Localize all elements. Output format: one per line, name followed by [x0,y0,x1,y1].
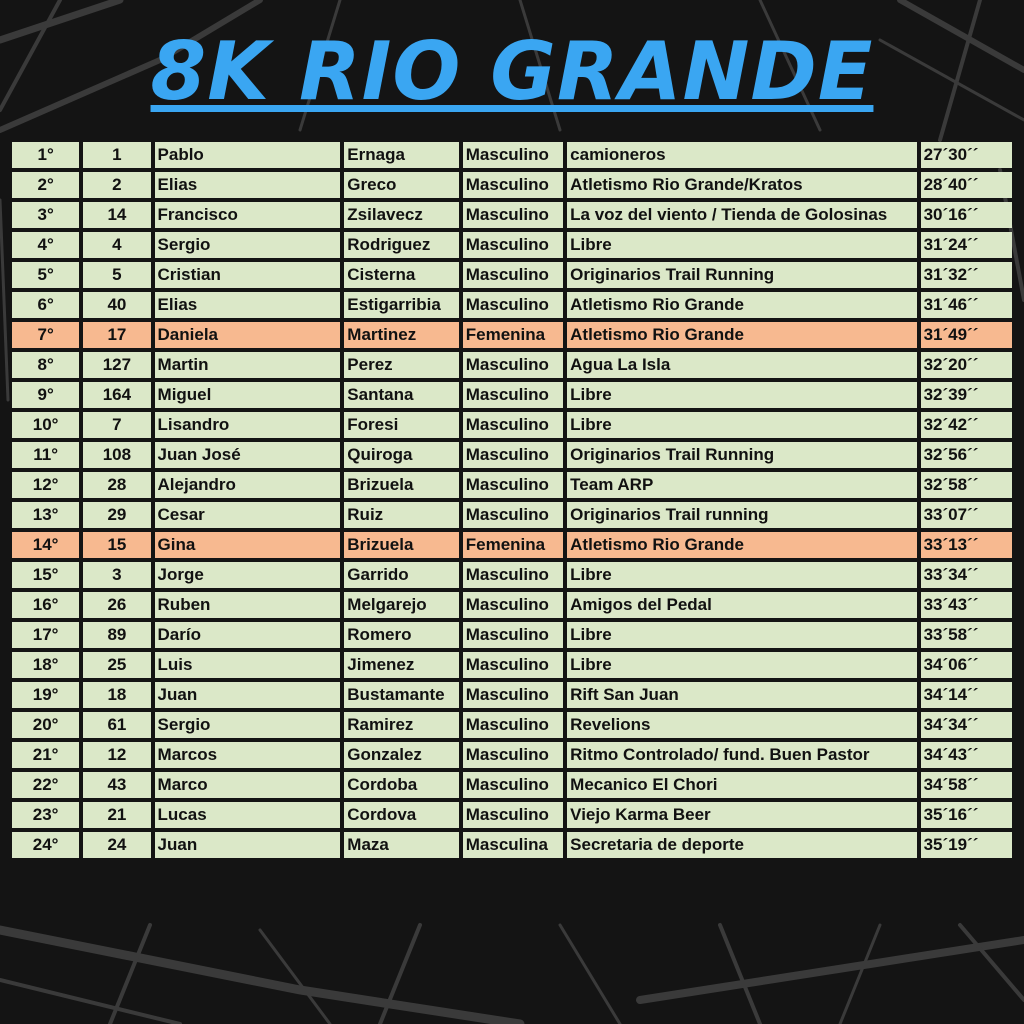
position-cell: 22° [12,772,79,798]
first-name-cell: Juan [155,832,341,858]
position-cell: 10° [12,412,79,438]
bib-number-cell: 4 [83,232,150,258]
position-cell: 7° [12,322,79,348]
team-cell: La voz del viento / Tienda de Golosinas [567,202,916,228]
first-name-cell: Miguel [155,382,341,408]
team-cell: Mecanico El Chori [567,772,916,798]
time-cell: 32´20´´ [921,352,1012,378]
first-name-cell: Cristian [155,262,341,288]
bib-number-cell: 12 [83,742,150,768]
results-table [8,138,1016,862]
time-cell: 33´58´´ [921,622,1012,648]
team-cell: Team ARP [567,472,916,498]
table-row [12,262,1012,288]
time-cell: 33´43´´ [921,592,1012,618]
team-cell: camioneros [567,142,916,168]
position-cell: 12° [12,472,79,498]
time-cell: 27´30´´ [921,142,1012,168]
team-cell: Atletismo Rio Grande [567,322,916,348]
position-cell: 9° [12,382,79,408]
time-cell: 34´06´´ [921,652,1012,678]
table-row [12,322,1012,348]
gender-cell: Masculino [463,352,563,378]
first-name-cell: Cesar [155,502,341,528]
table-row [12,472,1012,498]
table-row [12,622,1012,648]
position-cell: 15° [12,562,79,588]
first-name-cell: Jorge [155,562,341,588]
team-cell: Libre [567,412,916,438]
position-cell: 8° [12,352,79,378]
time-cell: 34´34´´ [921,712,1012,738]
bib-number-cell: 14 [83,202,150,228]
last-name-cell: Maza [344,832,458,858]
last-name-cell: Romero [344,622,458,648]
last-name-cell: Cordoba [344,772,458,798]
gender-cell: Masculino [463,802,563,828]
table-row [12,382,1012,408]
gender-cell: Masculino [463,232,563,258]
team-cell: Secretaria de deporte [567,832,916,858]
bib-number-cell: 21 [83,802,150,828]
last-name-cell: Ernaga [344,142,458,168]
bib-number-cell: 17 [83,322,150,348]
bib-number-cell: 18 [83,682,150,708]
page-title: 8K RIO GRANDE [150,25,874,118]
team-cell: Libre [567,382,916,408]
table-row [12,502,1012,528]
gender-cell: Masculino [463,622,563,648]
last-name-cell: Brizuela [344,532,458,558]
time-cell: 32´42´´ [921,412,1012,438]
position-cell: 23° [12,802,79,828]
position-cell: 18° [12,652,79,678]
table-row [12,202,1012,228]
table-row [12,142,1012,168]
bib-number-cell: 29 [83,502,150,528]
position-cell: 24° [12,832,79,858]
table-row [12,592,1012,618]
time-cell: 34´14´´ [921,682,1012,708]
position-cell: 2° [12,172,79,198]
first-name-cell: Sergio [155,712,341,738]
time-cell: 32´39´´ [921,382,1012,408]
bib-number-cell: 7 [83,412,150,438]
team-cell: Ritmo Controlado/ fund. Buen Pastor [567,742,916,768]
position-cell: 21° [12,742,79,768]
time-cell: 34´43´´ [921,742,1012,768]
table-row [12,442,1012,468]
time-cell: 35´19´´ [921,832,1012,858]
team-cell: Libre [567,652,916,678]
table-row [12,562,1012,588]
results-body [12,142,1012,858]
team-cell: Libre [567,562,916,588]
time-cell: 31´49´´ [921,322,1012,348]
table-row [12,682,1012,708]
bib-number-cell: 40 [83,292,150,318]
gender-cell: Masculino [463,292,563,318]
first-name-cell: Juan [155,682,341,708]
team-cell: Amigos del Pedal [567,592,916,618]
last-name-cell: Perez [344,352,458,378]
first-name-cell: Lucas [155,802,341,828]
first-name-cell: Elias [155,172,341,198]
bib-number-cell: 5 [83,262,150,288]
gender-cell: Masculino [463,202,563,228]
position-cell: 20° [12,712,79,738]
last-name-cell: Foresi [344,412,458,438]
gender-cell: Masculino [463,442,563,468]
gender-cell: Masculino [463,472,563,498]
bib-number-cell: 61 [83,712,150,738]
table-row [12,652,1012,678]
team-cell: Libre [567,622,916,648]
bib-number-cell: 164 [83,382,150,408]
first-name-cell: Francisco [155,202,341,228]
bib-number-cell: 24 [83,832,150,858]
last-name-cell: Cordova [344,802,458,828]
team-cell: Agua La Isla [567,352,916,378]
last-name-cell: Santana [344,382,458,408]
position-cell: 4° [12,232,79,258]
first-name-cell: Alejandro [155,472,341,498]
last-name-cell: Estigarribia [344,292,458,318]
first-name-cell: Luis [155,652,341,678]
gender-cell: Masculino [463,682,563,708]
position-cell: 16° [12,592,79,618]
table-row [12,412,1012,438]
position-cell: 13° [12,502,79,528]
bib-number-cell: 1 [83,142,150,168]
table-row [12,832,1012,858]
time-cell: 34´58´´ [921,772,1012,798]
last-name-cell: Brizuela [344,472,458,498]
position-cell: 1° [12,142,79,168]
table-row [12,232,1012,258]
bib-number-cell: 25 [83,652,150,678]
time-cell: 31´32´´ [921,262,1012,288]
first-name-cell: Lisandro [155,412,341,438]
team-cell: Revelions [567,712,916,738]
position-cell: 11° [12,442,79,468]
time-cell: 33´34´´ [921,562,1012,588]
gender-cell: Masculino [463,262,563,288]
gender-cell: Masculino [463,652,563,678]
first-name-cell: Marcos [155,742,341,768]
gender-cell: Masculino [463,502,563,528]
gender-cell: Masculino [463,562,563,588]
team-cell: Originarios Trail Running [567,262,916,288]
team-cell: Libre [567,232,916,258]
last-name-cell: Melgarejo [344,592,458,618]
gender-cell: Masculina [463,832,563,858]
team-cell: Rift San Juan [567,682,916,708]
bib-number-cell: 89 [83,622,150,648]
time-cell: 32´56´´ [921,442,1012,468]
last-name-cell: Ramirez [344,712,458,738]
gender-cell: Femenina [463,532,563,558]
position-cell: 14° [12,532,79,558]
team-cell: Viejo Karma Beer [567,802,916,828]
gender-cell: Masculino [463,712,563,738]
gender-cell: Masculino [463,412,563,438]
position-cell: 17° [12,622,79,648]
last-name-cell: Gonzalez [344,742,458,768]
last-name-cell: Ruiz [344,502,458,528]
first-name-cell: Marco [155,772,341,798]
first-name-cell: Juan José [155,442,341,468]
table-row [12,172,1012,198]
gender-cell: Masculino [463,382,563,408]
table-row [12,712,1012,738]
team-cell: Originarios Trail Running [567,442,916,468]
time-cell: 33´07´´ [921,502,1012,528]
last-name-cell: Quiroga [344,442,458,468]
time-cell: 35´16´´ [921,802,1012,828]
position-cell: 19° [12,682,79,708]
last-name-cell: Cisterna [344,262,458,288]
gender-cell: Masculino [463,772,563,798]
time-cell: 32´58´´ [921,472,1012,498]
time-cell: 31´46´´ [921,292,1012,318]
first-name-cell: Gina [155,532,341,558]
bib-number-cell: 108 [83,442,150,468]
bib-number-cell: 43 [83,772,150,798]
table-row [12,802,1012,828]
gender-cell: Femenina [463,322,563,348]
team-cell: Originarios Trail running [567,502,916,528]
time-cell: 30´16´´ [921,202,1012,228]
bib-number-cell: 127 [83,352,150,378]
bib-number-cell: 26 [83,592,150,618]
position-cell: 6° [12,292,79,318]
gender-cell: Masculino [463,172,563,198]
position-cell: 3° [12,202,79,228]
gender-cell: Masculino [463,592,563,618]
table-row [12,532,1012,558]
table-row [12,292,1012,318]
first-name-cell: Ruben [155,592,341,618]
time-cell: 31´24´´ [921,232,1012,258]
team-cell: Atletismo Rio Grande [567,532,916,558]
bib-number-cell: 15 [83,532,150,558]
first-name-cell: Sergio [155,232,341,258]
gender-cell: Masculino [463,742,563,768]
table-row [12,772,1012,798]
first-name-cell: Elias [155,292,341,318]
last-name-cell: Martinez [344,322,458,348]
first-name-cell: Daniela [155,322,341,348]
team-cell: Atletismo Rio Grande/Kratos [567,172,916,198]
table-row [12,352,1012,378]
time-cell: 33´13´´ [921,532,1012,558]
last-name-cell: Zsilavecz [344,202,458,228]
bib-number-cell: 28 [83,472,150,498]
table-row [12,742,1012,768]
last-name-cell: Jimenez [344,652,458,678]
last-name-cell: Garrido [344,562,458,588]
last-name-cell: Rodriguez [344,232,458,258]
position-cell: 5° [12,262,79,288]
first-name-cell: Darío [155,622,341,648]
gender-cell: Masculino [463,142,563,168]
time-cell: 28´40´´ [921,172,1012,198]
team-cell: Atletismo Rio Grande [567,292,916,318]
last-name-cell: Bustamante [344,682,458,708]
bib-number-cell: 2 [83,172,150,198]
bib-number-cell: 3 [83,562,150,588]
first-name-cell: Pablo [155,142,341,168]
first-name-cell: Martin [155,352,341,378]
last-name-cell: Greco [344,172,458,198]
